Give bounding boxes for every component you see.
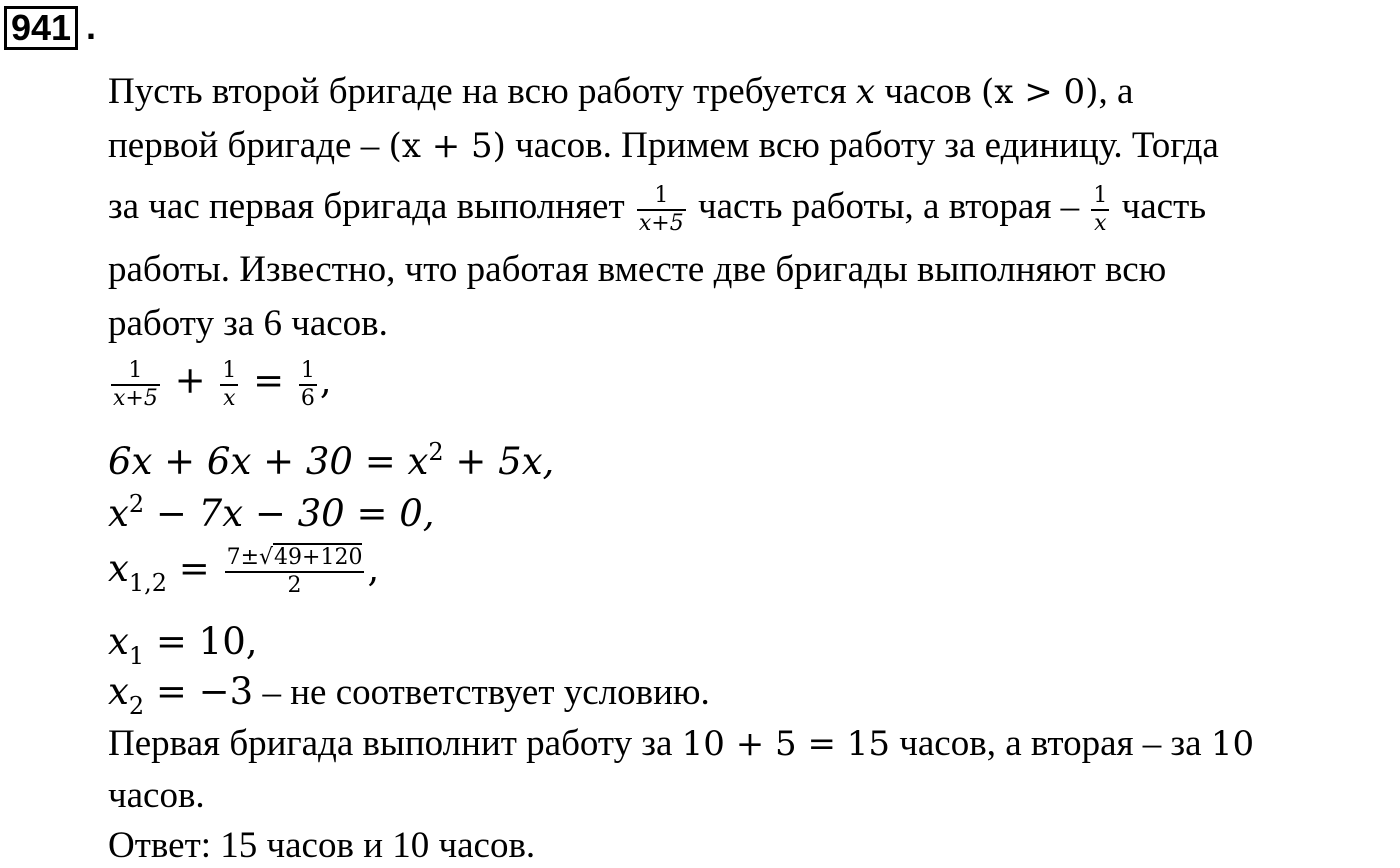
text: , а bbox=[1098, 71, 1134, 112]
conclusion-line-2: часов. bbox=[108, 775, 205, 816]
text: первой бригаде – bbox=[108, 125, 389, 166]
text-line-1 bbox=[108, 70, 1133, 114]
answer-line: Ответ: 15 часов и 10 часов. bbox=[108, 825, 536, 866]
equation-1: $\frac{1}{x+5}$ + $\frac{1}{x}$ = $\frac{1}{6}$ , bbox=[113, 357, 332, 411]
fraction: $\frac{1}{x+5}$ bbox=[638, 182, 684, 236]
equation-4: $x_{1,2}$ = $\frac{7\pm√49+120}{2}$ , bbox=[108, 544, 380, 598]
fraction: $\frac{1}{x}$ bbox=[222, 357, 237, 411]
fraction: $\frac{1}{x}$ bbox=[1093, 182, 1108, 236]
math-expr: (x + 5) bbox=[388, 126, 506, 166]
fraction: $\frac{7\pm√49+120}{2}$ bbox=[226, 544, 363, 598]
equation-2: $6x + 6x + 30 = x^2 + 5x$, bbox=[108, 438, 555, 483]
equation-5: $x_1 = 10$, bbox=[108, 620, 258, 670]
text-line-3 bbox=[108, 176, 1206, 238]
text: часть bbox=[1112, 186, 1207, 227]
equation-3: $x^2 - 7x - 30 = 0$, bbox=[108, 490, 435, 535]
text: часть работы, а вторая – bbox=[688, 186, 1089, 227]
text-line-5: работу за 6 часов. bbox=[108, 303, 388, 344]
fraction: $\frac{1}{6}$ bbox=[300, 357, 315, 411]
fraction: $\frac{1}{x+5}$ bbox=[113, 357, 158, 411]
text: за час первая бригада выполняет bbox=[108, 186, 634, 227]
equation-6: $x_2 = -3$ – не соответствует условию. bbox=[108, 670, 710, 720]
text-line-2 bbox=[108, 124, 1219, 168]
conclusion-line-1: Первая бригада выполнит работу за 10 + 5 = 15 часов, а вторая – за 10 bbox=[108, 723, 1255, 764]
text-line-4: работы. Известно, что работая вместе две бригады выполняют всю bbox=[108, 249, 1167, 290]
math-var: x bbox=[855, 72, 876, 112]
problem-number: 941 bbox=[4, 6, 78, 50]
text: часов. Примем всю работу за единицу. Тогда bbox=[505, 125, 1219, 166]
math-condition: (x > 0) bbox=[981, 72, 1099, 112]
text: часов bbox=[875, 71, 982, 112]
problem-number-dot: . bbox=[86, 6, 97, 47]
text: Пусть второй бригаде на всю работу требуется bbox=[108, 71, 856, 112]
